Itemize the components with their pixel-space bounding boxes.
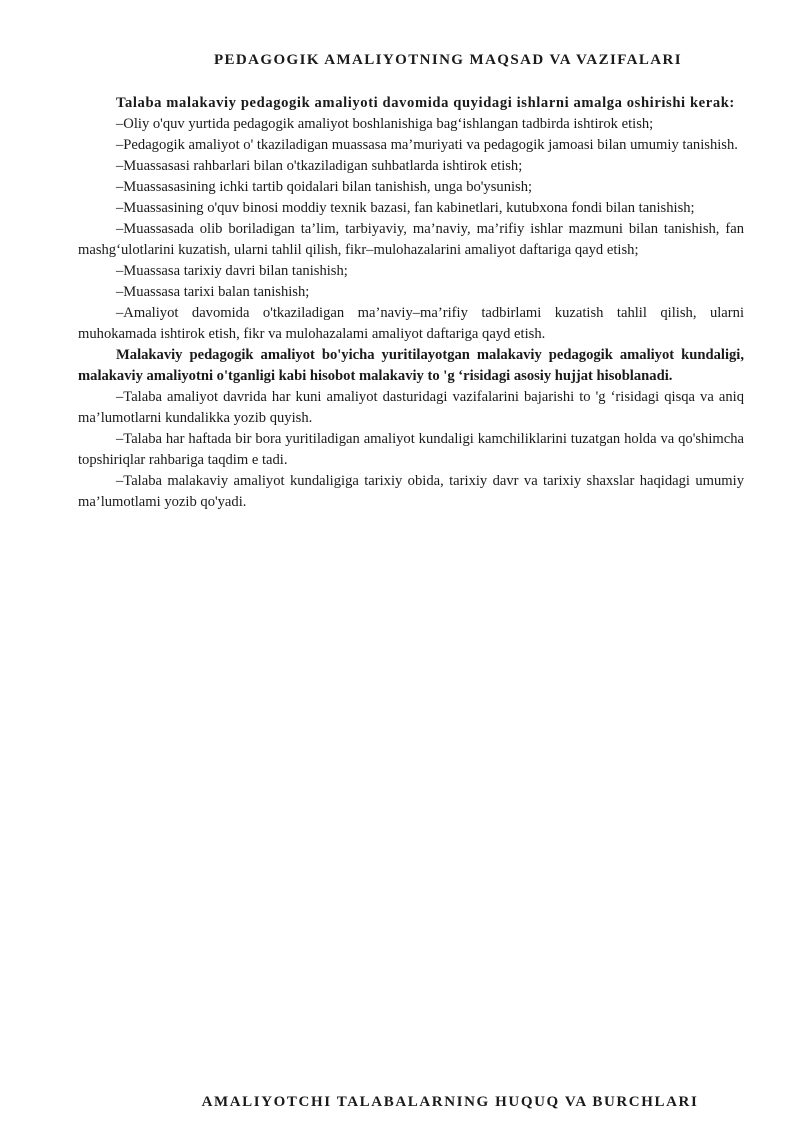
list-item: –Oliy o'quv yurtida pedagogik amaliyot boshlanishiga bag‘ishlangan tadbirda ishtirok etish; (116, 116, 654, 132)
section-title: PEDAGOGIK AMALIYOTNING MAQSAD VA VAZIFALARI (213, 52, 683, 68)
list-item: –Amaliyot davomida o'tkaziladigan ma’naviy–ma’rifiy tadbirlami kuzatish tahlil qilish, ularni muhokamada ishtirok etish, fikr va mulohazalami amaliyot daftariga qayd etish. (78, 305, 744, 342)
intro-paragraph: Talaba malakaviy pedagogik amaliyoti davomida quyidagi ishlarni amalga oshirishi kerak: (116, 95, 735, 111)
bold-paragraph: Malakaviy pedagogik amaliyot bo'yicha yuritilayotgan malakaviy pedagogik amaliyot kundaligi, malakaviy amaliyotni o'tganligi kabi hisobot malakaviy to 'g ‘risidagi asosiy hujjat hisoblanadi. (78, 347, 744, 384)
document-body (78, 93, 744, 513)
list-item: –Muassasa tarixi balan tanishish; (116, 284, 310, 300)
list-item: –Muassasada olib boriladigan ta’lim, tarbiyaviy, ma’naviy, ma’rifiy ishlar mazmuni bilan tanishish, fan mashg‘ulotlarini kuzatish, ularni tahlil qilish, fikr–mulohazalarini amaliyot daftariga qayd etish; (78, 221, 744, 258)
list-item: –Muassasa tarixiy davri bilan tanishish; (116, 263, 348, 279)
list-item: –Talaba har haftada bir bora yuritiladigan amaliyot kundaligi kamchiliklarini tuzatgan holda va qo'shimcha topshiriqlar rahbariga taqdim e tadi. (78, 431, 744, 468)
list-item: –Muassasining o'quv binosi moddiy texnik bazasi, fan kabinetlari, kutubxona fondi bilan tanishish; (116, 200, 695, 216)
list-item: –Talaba malakaviy amaliyot kundaligiga tarixiy obida, tarixiy davr va tarixiy shaxslar haqidagi umumiy ma’lumotlami yozib qo'yadi. (78, 473, 744, 510)
list-item: –Muassasasining ichki tartib qoidalari bilan tanishish, unga bo'ysunish; (116, 179, 533, 195)
list-item: –Talaba amaliyot davrida har kuni amaliyot dasturidagi vazifalarini bajarishi to 'g ‘risidagi qisqa va aniq ma’lumotlarni kundalikka yozib quyish. (78, 389, 744, 426)
list-item: –Muassasasi rahbarlari bilan o'tkaziladigan suhbatlarda ishtirok etish; (116, 158, 523, 174)
next-section-title: AMALIYOTCHI TALABALARNING HUQUQ VA BURCHLARI (201, 1094, 699, 1110)
list-item: –Pedagogik amaliyot o' tkaziladigan muassasa ma’muriyati va pedagogik jamoasi bilan umumiy tanishish. (116, 137, 738, 153)
